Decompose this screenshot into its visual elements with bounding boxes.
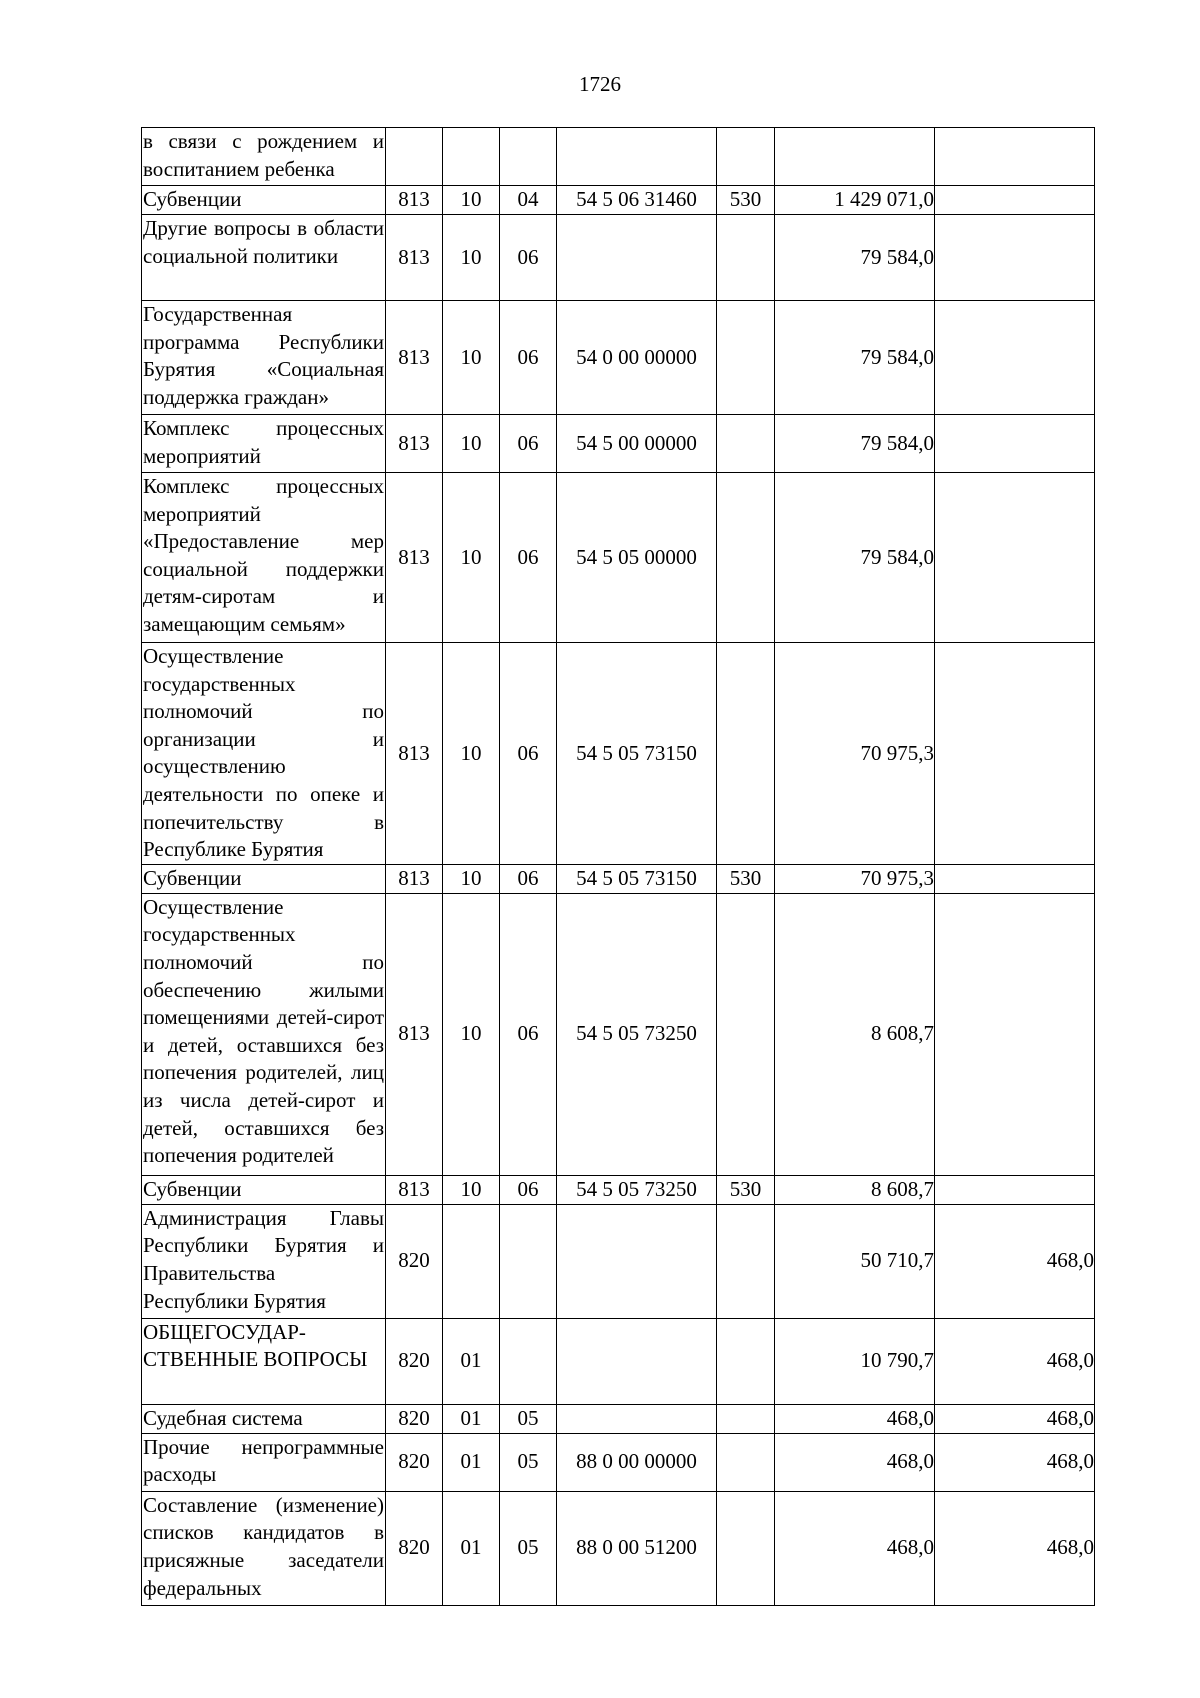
row-sum1: 79 584,0	[775, 473, 935, 643]
table-row	[142, 1175, 1095, 1204]
row-sum2: 468,0	[935, 1491, 1095, 1605]
row-ved: 820	[386, 1404, 443, 1433]
row-vr	[717, 473, 775, 643]
row-vr	[717, 128, 775, 186]
budget-table	[141, 127, 1095, 1606]
table-row	[142, 1204, 1095, 1318]
row-name: Прочие непрограммные расходы	[142, 1433, 386, 1491]
row-ved: 813	[386, 473, 443, 643]
row-pr: 06	[500, 301, 557, 415]
row-rz: 10	[443, 473, 500, 643]
row-pr: 06	[500, 415, 557, 473]
row-sum2	[935, 643, 1095, 865]
row-rz: 01	[443, 1433, 500, 1491]
table-row	[142, 1404, 1095, 1433]
row-rz	[443, 128, 500, 186]
row-sum1: 8 608,7	[775, 1175, 935, 1204]
row-name: Судебная система	[142, 1404, 386, 1433]
row-pr: 06	[500, 1175, 557, 1204]
row-sum1	[775, 128, 935, 186]
row-sum1: 50 710,7	[775, 1204, 935, 1318]
row-csr	[557, 128, 717, 186]
row-sum2	[935, 186, 1095, 215]
row-ved: 813	[386, 864, 443, 893]
row-vr	[717, 215, 775, 301]
table-row	[142, 1318, 1095, 1404]
row-sum2	[935, 893, 1095, 1175]
row-vr	[717, 1433, 775, 1491]
row-sum1: 10 790,7	[775, 1318, 935, 1404]
row-csr: 54 5 06 31460	[557, 186, 717, 215]
page-number: 1726	[579, 72, 621, 96]
row-sum1: 468,0	[775, 1433, 935, 1491]
row-ved: 813	[386, 186, 443, 215]
row-vr	[717, 301, 775, 415]
row-name: Комплекс процессных мероприятий	[142, 415, 386, 473]
row-rz: 01	[443, 1318, 500, 1404]
row-ved: 813	[386, 215, 443, 301]
row-rz: 10	[443, 301, 500, 415]
table-row	[142, 186, 1095, 215]
row-ved: 820	[386, 1433, 443, 1491]
row-name: Другие вопросы в области социальной политики	[142, 215, 386, 301]
row-pr: 06	[500, 215, 557, 301]
row-name: Осуществление государственных полномочий по организации и осуществлению деятельности по опеке и попечительству в Республике Бурятия	[142, 643, 386, 865]
table-row	[142, 301, 1095, 415]
row-pr: 05	[500, 1491, 557, 1605]
row-ved: 813	[386, 415, 443, 473]
row-rz: 10	[443, 864, 500, 893]
row-csr: 54 5 05 00000	[557, 473, 717, 643]
row-csr: 54 5 05 73250	[557, 1175, 717, 1204]
row-pr: 06	[500, 864, 557, 893]
row-name: Субвенции	[142, 864, 386, 893]
table-row	[142, 643, 1095, 865]
row-rz: 10	[443, 215, 500, 301]
row-rz: 10	[443, 893, 500, 1175]
row-sum2	[935, 415, 1095, 473]
row-ved	[386, 128, 443, 186]
row-name: ОБЩЕГОСУДАРСТВЕННЫЕ ВОПРОСЫ	[142, 1318, 386, 1404]
row-name: в связи с рождением и воспитанием ребенка	[142, 128, 386, 186]
row-vr: 530	[717, 864, 775, 893]
row-name: Составление (изменение) списков кандидатов в присяжные заседатели федеральных	[142, 1491, 386, 1605]
row-csr: 54 5 00 00000	[557, 415, 717, 473]
row-pr	[500, 1204, 557, 1318]
row-csr	[557, 1318, 717, 1404]
row-csr	[557, 1204, 717, 1318]
row-sum1: 79 584,0	[775, 415, 935, 473]
table-row	[142, 893, 1095, 1175]
row-vr: 530	[717, 1175, 775, 1204]
row-rz	[443, 1204, 500, 1318]
table-row	[142, 864, 1095, 893]
table-row	[142, 415, 1095, 473]
row-csr	[557, 215, 717, 301]
row-sum2	[935, 864, 1095, 893]
row-sum2: 468,0	[935, 1404, 1095, 1433]
table-row	[142, 1491, 1095, 1605]
row-sum2: 468,0	[935, 1204, 1095, 1318]
row-vr	[717, 1404, 775, 1433]
row-vr	[717, 893, 775, 1175]
row-vr	[717, 1204, 775, 1318]
row-sum1: 468,0	[775, 1404, 935, 1433]
table-row	[142, 215, 1095, 301]
row-sum2	[935, 215, 1095, 301]
row-sum2	[935, 128, 1095, 186]
row-rz: 10	[443, 186, 500, 215]
row-sum1: 70 975,3	[775, 643, 935, 865]
row-csr: 54 5 05 73250	[557, 893, 717, 1175]
row-sum2: 468,0	[935, 1318, 1095, 1404]
table-row	[142, 128, 1095, 186]
row-csr: 54 5 05 73150	[557, 864, 717, 893]
row-ved: 820	[386, 1204, 443, 1318]
row-vr	[717, 1491, 775, 1605]
row-rz: 10	[443, 643, 500, 865]
row-ved: 820	[386, 1318, 443, 1404]
row-pr: 06	[500, 643, 557, 865]
row-sum2: 468,0	[935, 1433, 1095, 1491]
row-pr: 06	[500, 473, 557, 643]
row-vr	[717, 1318, 775, 1404]
row-rz: 01	[443, 1404, 500, 1433]
row-name: Осуществление государственных полномочий по обеспечению жилыми помещениями детей-сирот и детей, оставшихся без попечения родителей, лиц из числа детей-сирот и детей, оставшихся без попечения родителей	[142, 893, 386, 1175]
row-pr: 05	[500, 1404, 557, 1433]
row-ved: 813	[386, 1175, 443, 1204]
row-csr: 54 5 05 73150	[557, 643, 717, 865]
row-ved: 820	[386, 1491, 443, 1605]
row-pr: 06	[500, 893, 557, 1175]
row-sum1: 79 584,0	[775, 301, 935, 415]
row-sum2	[935, 301, 1095, 415]
row-rz: 01	[443, 1491, 500, 1605]
row-name: Государственная программа Республики Бурятия «Социальная поддержка граждан»	[142, 301, 386, 415]
row-csr	[557, 1404, 717, 1433]
row-pr	[500, 128, 557, 186]
row-sum1: 79 584,0	[775, 215, 935, 301]
row-name: Субвенции	[142, 186, 386, 215]
row-name: Субвенции	[142, 1175, 386, 1204]
row-rz: 10	[443, 1175, 500, 1204]
row-sum1: 1 429 071,0	[775, 186, 935, 215]
row-sum1: 468,0	[775, 1491, 935, 1605]
row-csr: 88 0 00 00000	[557, 1433, 717, 1491]
row-vr: 530	[717, 186, 775, 215]
row-sum2	[935, 1175, 1095, 1204]
row-sum1: 8 608,7	[775, 893, 935, 1175]
row-ved: 813	[386, 643, 443, 865]
row-name: Администрация Главы Республики Бурятия и Правительства Республики Бурятия	[142, 1204, 386, 1318]
row-pr: 05	[500, 1433, 557, 1491]
row-rz: 10	[443, 415, 500, 473]
row-sum2	[935, 473, 1095, 643]
row-ved: 813	[386, 893, 443, 1175]
row-pr: 04	[500, 186, 557, 215]
row-sum1: 70 975,3	[775, 864, 935, 893]
row-csr: 88 0 00 51200	[557, 1491, 717, 1605]
row-vr	[717, 415, 775, 473]
table-row	[142, 1433, 1095, 1491]
row-ved: 813	[386, 301, 443, 415]
row-pr	[500, 1318, 557, 1404]
row-vr	[717, 643, 775, 865]
table-row	[142, 473, 1095, 643]
row-csr: 54 0 00 00000	[557, 301, 717, 415]
row-name: Комплекс процессных мероприятий «Предоставление мер социальной поддержки детям-сиротам и замещающим семьям»	[142, 473, 386, 643]
